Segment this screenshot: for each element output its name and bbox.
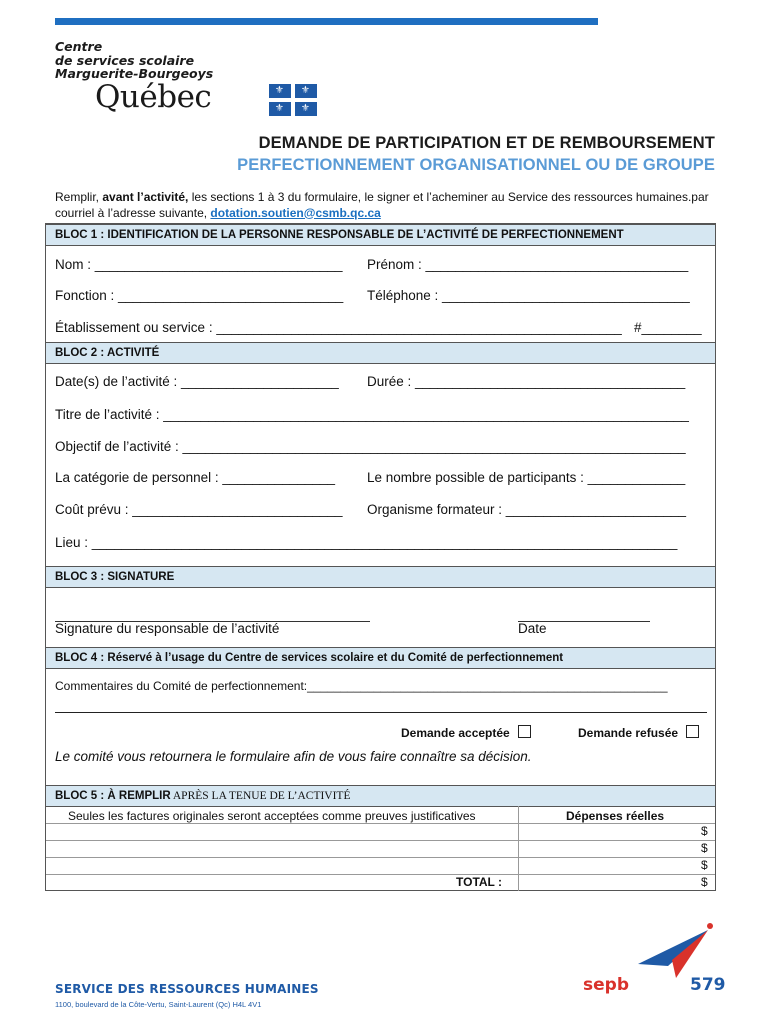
org-name-line1: Centre bbox=[55, 39, 103, 54]
bloc4-header: BLOC 4 : Réservé à l’usage du Centre de services scolaire et du Comité de perfectionnement bbox=[46, 647, 715, 669]
nombre-participants-field[interactable]: Le nombre possible de participants : _____________ bbox=[367, 470, 686, 485]
duree-field[interactable]: Durée : ____________________________________ bbox=[367, 374, 686, 389]
demande-refusee-checkbox[interactable] bbox=[686, 725, 699, 738]
date-label: Date bbox=[518, 621, 547, 636]
bloc1-header: BLOC 1 : IDENTIFICATION DE LA PERSONNE RESPONSABLE DE L’ACTIVITÉ DE PERFECTIONNEMENT bbox=[46, 224, 715, 246]
demande-acceptee-option[interactable] bbox=[401, 725, 531, 740]
table-row-amount-3[interactable]: $ bbox=[701, 858, 708, 872]
fonction-field[interactable]: Fonction : ______________________________ bbox=[55, 288, 344, 303]
titre-field[interactable]: Titre de l’activité : ______________________________________________________________________ bbox=[55, 407, 689, 422]
signature-label: Signature du responsable de l’activité bbox=[55, 621, 280, 636]
footer-address: 1100, boulevard de la Côte-Vertu, Saint-Laurent (Qc) H4L 4V1 bbox=[55, 1000, 262, 1009]
table-row-amount-1[interactable]: $ bbox=[701, 824, 708, 838]
sepb-logo bbox=[580, 916, 726, 1011]
intro-bold: avant l’activité, bbox=[102, 190, 189, 204]
bloc5-title-rest: APRÈS LA TENUE DE L’ACTIVITÉ bbox=[170, 790, 351, 802]
demande-refusee-label: Demande refusée bbox=[578, 726, 679, 740]
footer-service-name: SERVICE DES RESSOURCES HUMAINES bbox=[55, 982, 319, 996]
prenom-field[interactable]: Prénom : ___________________________________ bbox=[367, 257, 689, 272]
organisme-field[interactable]: Organisme formateur : ________________________ bbox=[367, 502, 686, 517]
table-row-divider bbox=[46, 857, 715, 858]
table-row-divider bbox=[46, 874, 715, 875]
nom-field[interactable]: Nom : _________________________________ bbox=[55, 257, 343, 272]
quebec-wordmark: Québec bbox=[95, 79, 212, 115]
bloc5-title-bold: BLOC 5 : À REMPLIR bbox=[55, 790, 171, 802]
form-container bbox=[45, 223, 716, 891]
etablissement-field[interactable]: Établissement ou service : ______________________________________________________ bbox=[55, 320, 622, 335]
total-amount[interactable]: $ bbox=[701, 875, 708, 889]
sepb-number: 579 bbox=[690, 975, 726, 995]
demande-refusee-option[interactable] bbox=[578, 725, 699, 740]
org-name-line3: Marguerite-Bourgeoys bbox=[55, 66, 214, 81]
numero-field[interactable]: #________ bbox=[634, 320, 702, 335]
intro-prefix: Remplir, bbox=[55, 190, 103, 204]
organization-logo bbox=[55, 39, 310, 115]
bloc5-header bbox=[46, 785, 715, 807]
demande-acceptee-label: Demande acceptée bbox=[401, 726, 510, 740]
demande-acceptee-checkbox[interactable] bbox=[518, 725, 531, 738]
sepb-wordmark: sepb bbox=[583, 975, 629, 995]
total-label: TOTAL : bbox=[456, 875, 502, 889]
categorie-field[interactable]: La catégorie de personnel : _______________ bbox=[55, 470, 335, 485]
commentaires-field[interactable]: Commentaires du Comité de perfectionnement:______________________________________________________ bbox=[55, 679, 668, 693]
table-header-depenses: Dépenses réelles bbox=[566, 809, 665, 823]
cout-field[interactable]: Coût prévu : ____________________________ bbox=[55, 502, 343, 517]
quebec-flag-icon: ⚜ ⚜ ⚜ ⚜ bbox=[269, 84, 317, 116]
comite-note: Le comité vous retournera le formulaire afin de vous faire connaître sa décision. bbox=[55, 749, 532, 764]
form-subtitle: PERFECTIONNEMENT ORGANISATIONNEL OU DE GROUPE bbox=[237, 156, 715, 174]
objectif-field[interactable]: Objectif de l’activité : ___________________________________________________________________ bbox=[55, 439, 686, 454]
intro-text bbox=[55, 190, 715, 221]
table-header-factures: Seules les factures originales seront acceptées comme preuves justificatives bbox=[68, 809, 476, 823]
table-row-amount-2[interactable]: $ bbox=[701, 841, 708, 855]
table-row-divider bbox=[46, 823, 715, 824]
top-accent-bar bbox=[55, 18, 598, 25]
intro-body: les sections 1 à 3 du formulaire, le signer et l’acheminer au Service des ressources humaines.par courriel à l’adresse suivante, bbox=[55, 190, 709, 220]
bloc3-header: BLOC 3 : SIGNATURE bbox=[46, 566, 715, 588]
dates-field[interactable]: Date(s) de l’activité : _____________________ bbox=[55, 374, 339, 389]
form-title: DEMANDE DE PARTICIPATION ET DE REMBOURSEMENT bbox=[258, 134, 715, 152]
bloc2-header: BLOC 2 : ACTIVITÉ bbox=[46, 342, 715, 364]
email-link[interactable]: dotation.soutien@csmb.qc.ca bbox=[210, 205, 381, 220]
table-column-divider bbox=[518, 806, 519, 891]
lieu-field[interactable]: Lieu : ______________________________________________________________________________ bbox=[55, 535, 678, 550]
telephone-field[interactable]: Téléphone : _________________________________ bbox=[367, 288, 690, 303]
table-row-divider bbox=[46, 840, 715, 841]
org-name-line2: de services scolaire bbox=[55, 52, 195, 68]
commentaires-line[interactable] bbox=[55, 712, 707, 713]
